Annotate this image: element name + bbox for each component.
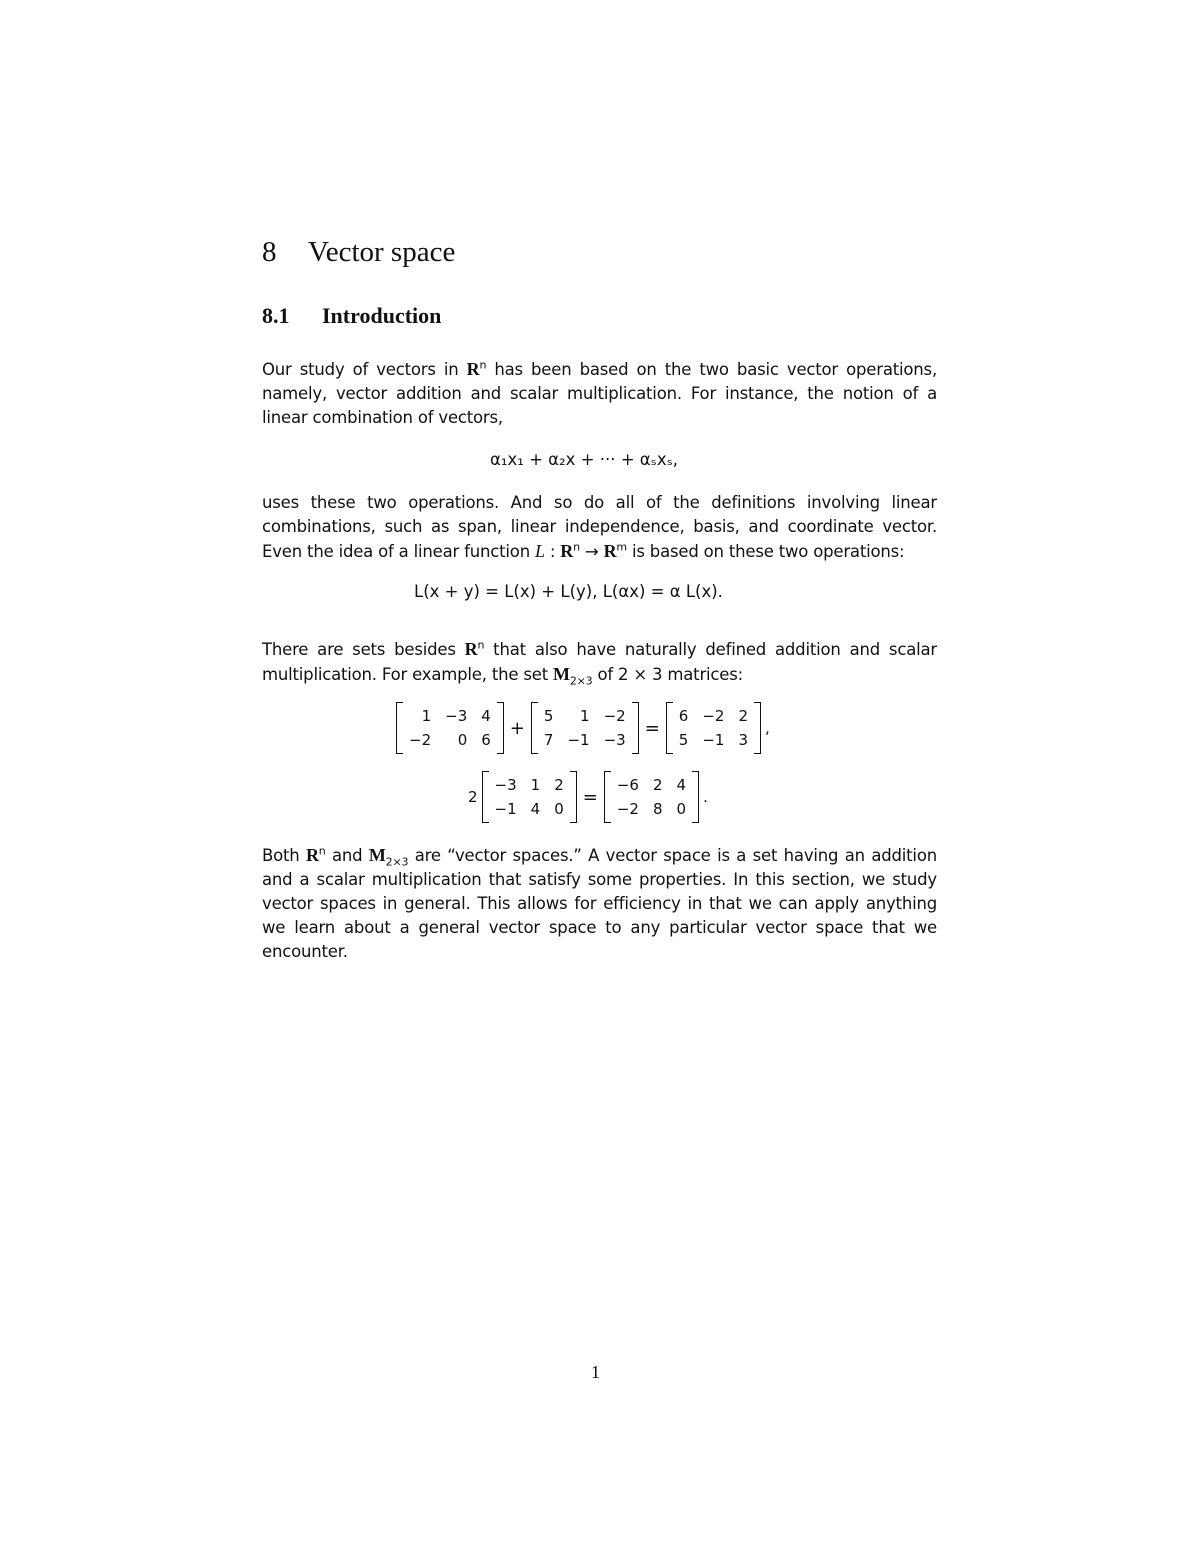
text-span: has been based on the two basic vector operations, namely, vector addition and scalar multiplication. For instance, the notion of a linear combination of vectors, [262, 360, 937, 427]
equals-operator: = [582, 786, 598, 808]
matrix-cell: −2 [409, 731, 432, 749]
chapter-title: Vector space [308, 236, 456, 268]
matrix-cell: 4 [530, 800, 541, 818]
matrix-cell: 0 [676, 800, 687, 818]
equation-linear-combination: α₁x₁ + α₂x + ··· + αₛxₛ, [490, 450, 679, 469]
matrix-cell: 6 [678, 707, 689, 725]
math-superscript: n [477, 638, 485, 652]
matrix-cell: 2 [652, 776, 663, 794]
math-subscript: 2×3 [569, 674, 593, 688]
matrix-cell: 5 [678, 731, 689, 749]
paragraph-operations [262, 491, 937, 564]
matrix-cell: 1 [530, 776, 541, 794]
paragraph-vector-spaces [262, 843, 937, 964]
math-subscript: 2×3 [385, 855, 409, 869]
text-span: are “vector spaces.” A vector space is a set having an addition and a scalar multiplication that satisfy some properties. In this section, we study vector spaces in general. This allows for efficiency in that we can apply anything we learn about a general vector space to any particular vector space that we encounter. [262, 846, 937, 961]
text-span: uses these two operations. And so do all of the definitions involving linear combinations, such as span, linear independence, basis, and coordinate vector. Even the idea of a linear function [262, 493, 937, 561]
matrix-cell: −2 [702, 707, 725, 725]
text-span: and [325, 846, 369, 865]
punctuation: . [703, 788, 708, 806]
math-superscript: m [616, 540, 627, 554]
paragraph-matrices [262, 637, 937, 687]
scalar-multiplication-equation [468, 771, 708, 823]
matrix-cell: −1 [494, 800, 517, 818]
section-heading [262, 303, 441, 329]
matrix-cell: 7 [543, 731, 554, 749]
matrix-cell: 3 [738, 731, 748, 749]
chapter-heading [262, 236, 455, 269]
matrix-cell: 0 [457, 731, 468, 749]
matrix-product [604, 771, 699, 823]
matrix-a [396, 702, 504, 754]
matrix-cell: −6 [616, 776, 639, 794]
matrix-cell: −1 [567, 731, 590, 749]
matrix-cell: −2 [616, 800, 639, 818]
scalar-value: 2 [468, 788, 478, 806]
equation-linearity: L(x + y) = L(x) + L(y), L(αx) = α L(x). [414, 582, 723, 601]
matrix-cell: −3 [445, 707, 468, 725]
matrix-cell: −3 [494, 776, 517, 794]
math-symbol: M [553, 664, 570, 684]
punctuation: , [765, 719, 770, 737]
text-span: Both [262, 846, 306, 865]
matrix-cell: −2 [603, 707, 626, 725]
plus-operator: + [509, 717, 525, 739]
text-span: is based on these two operations: [626, 542, 905, 561]
matrix-cell: 1 [421, 707, 432, 725]
text-span: → [579, 542, 604, 561]
text-span: There are sets besides [262, 640, 465, 659]
matrix-cell: −1 [702, 731, 725, 749]
text-span: Our study of vectors in [262, 360, 467, 379]
matrix-cell: 2 [554, 776, 564, 794]
matrix-cell: 4 [481, 707, 491, 725]
math-symbol: R [464, 639, 478, 659]
paragraph-intro [262, 357, 937, 430]
matrix-operand [482, 771, 577, 823]
matrix-cell: 5 [543, 707, 554, 725]
math-symbol: R [560, 541, 574, 561]
math-superscript: n [318, 844, 326, 858]
math-symbol: R [466, 359, 480, 379]
matrix-cell: 4 [676, 776, 687, 794]
equals-operator: = [644, 717, 660, 739]
matrix-cell: 6 [481, 731, 491, 749]
matrix-addition-equation [396, 702, 770, 754]
math-superscript: n [573, 540, 580, 554]
matrix-sum [666, 702, 761, 754]
math-symbol: M [368, 845, 386, 865]
text-span: of 2 × 3 matrices: [592, 665, 743, 684]
math-symbol: R [603, 541, 617, 561]
section-title: Introduction [322, 303, 442, 328]
text-span: : [544, 542, 561, 561]
matrix-cell: 1 [580, 707, 590, 725]
matrix-cell: 8 [652, 800, 663, 818]
math-superscript: n [479, 358, 487, 372]
text-span: that also have naturally defined addition and scalar multiplication. For example, the set [262, 640, 937, 684]
section-number: 8.1 [262, 303, 290, 328]
matrix-b [531, 702, 639, 754]
math-symbol: L [535, 541, 545, 561]
page-number: 1 [591, 1362, 600, 1382]
math-symbol: R [305, 845, 319, 865]
matrix-cell: 0 [554, 800, 564, 818]
matrix-cell: −3 [603, 731, 626, 749]
matrix-cell: 2 [738, 707, 748, 725]
chapter-number: 8 [262, 236, 277, 268]
